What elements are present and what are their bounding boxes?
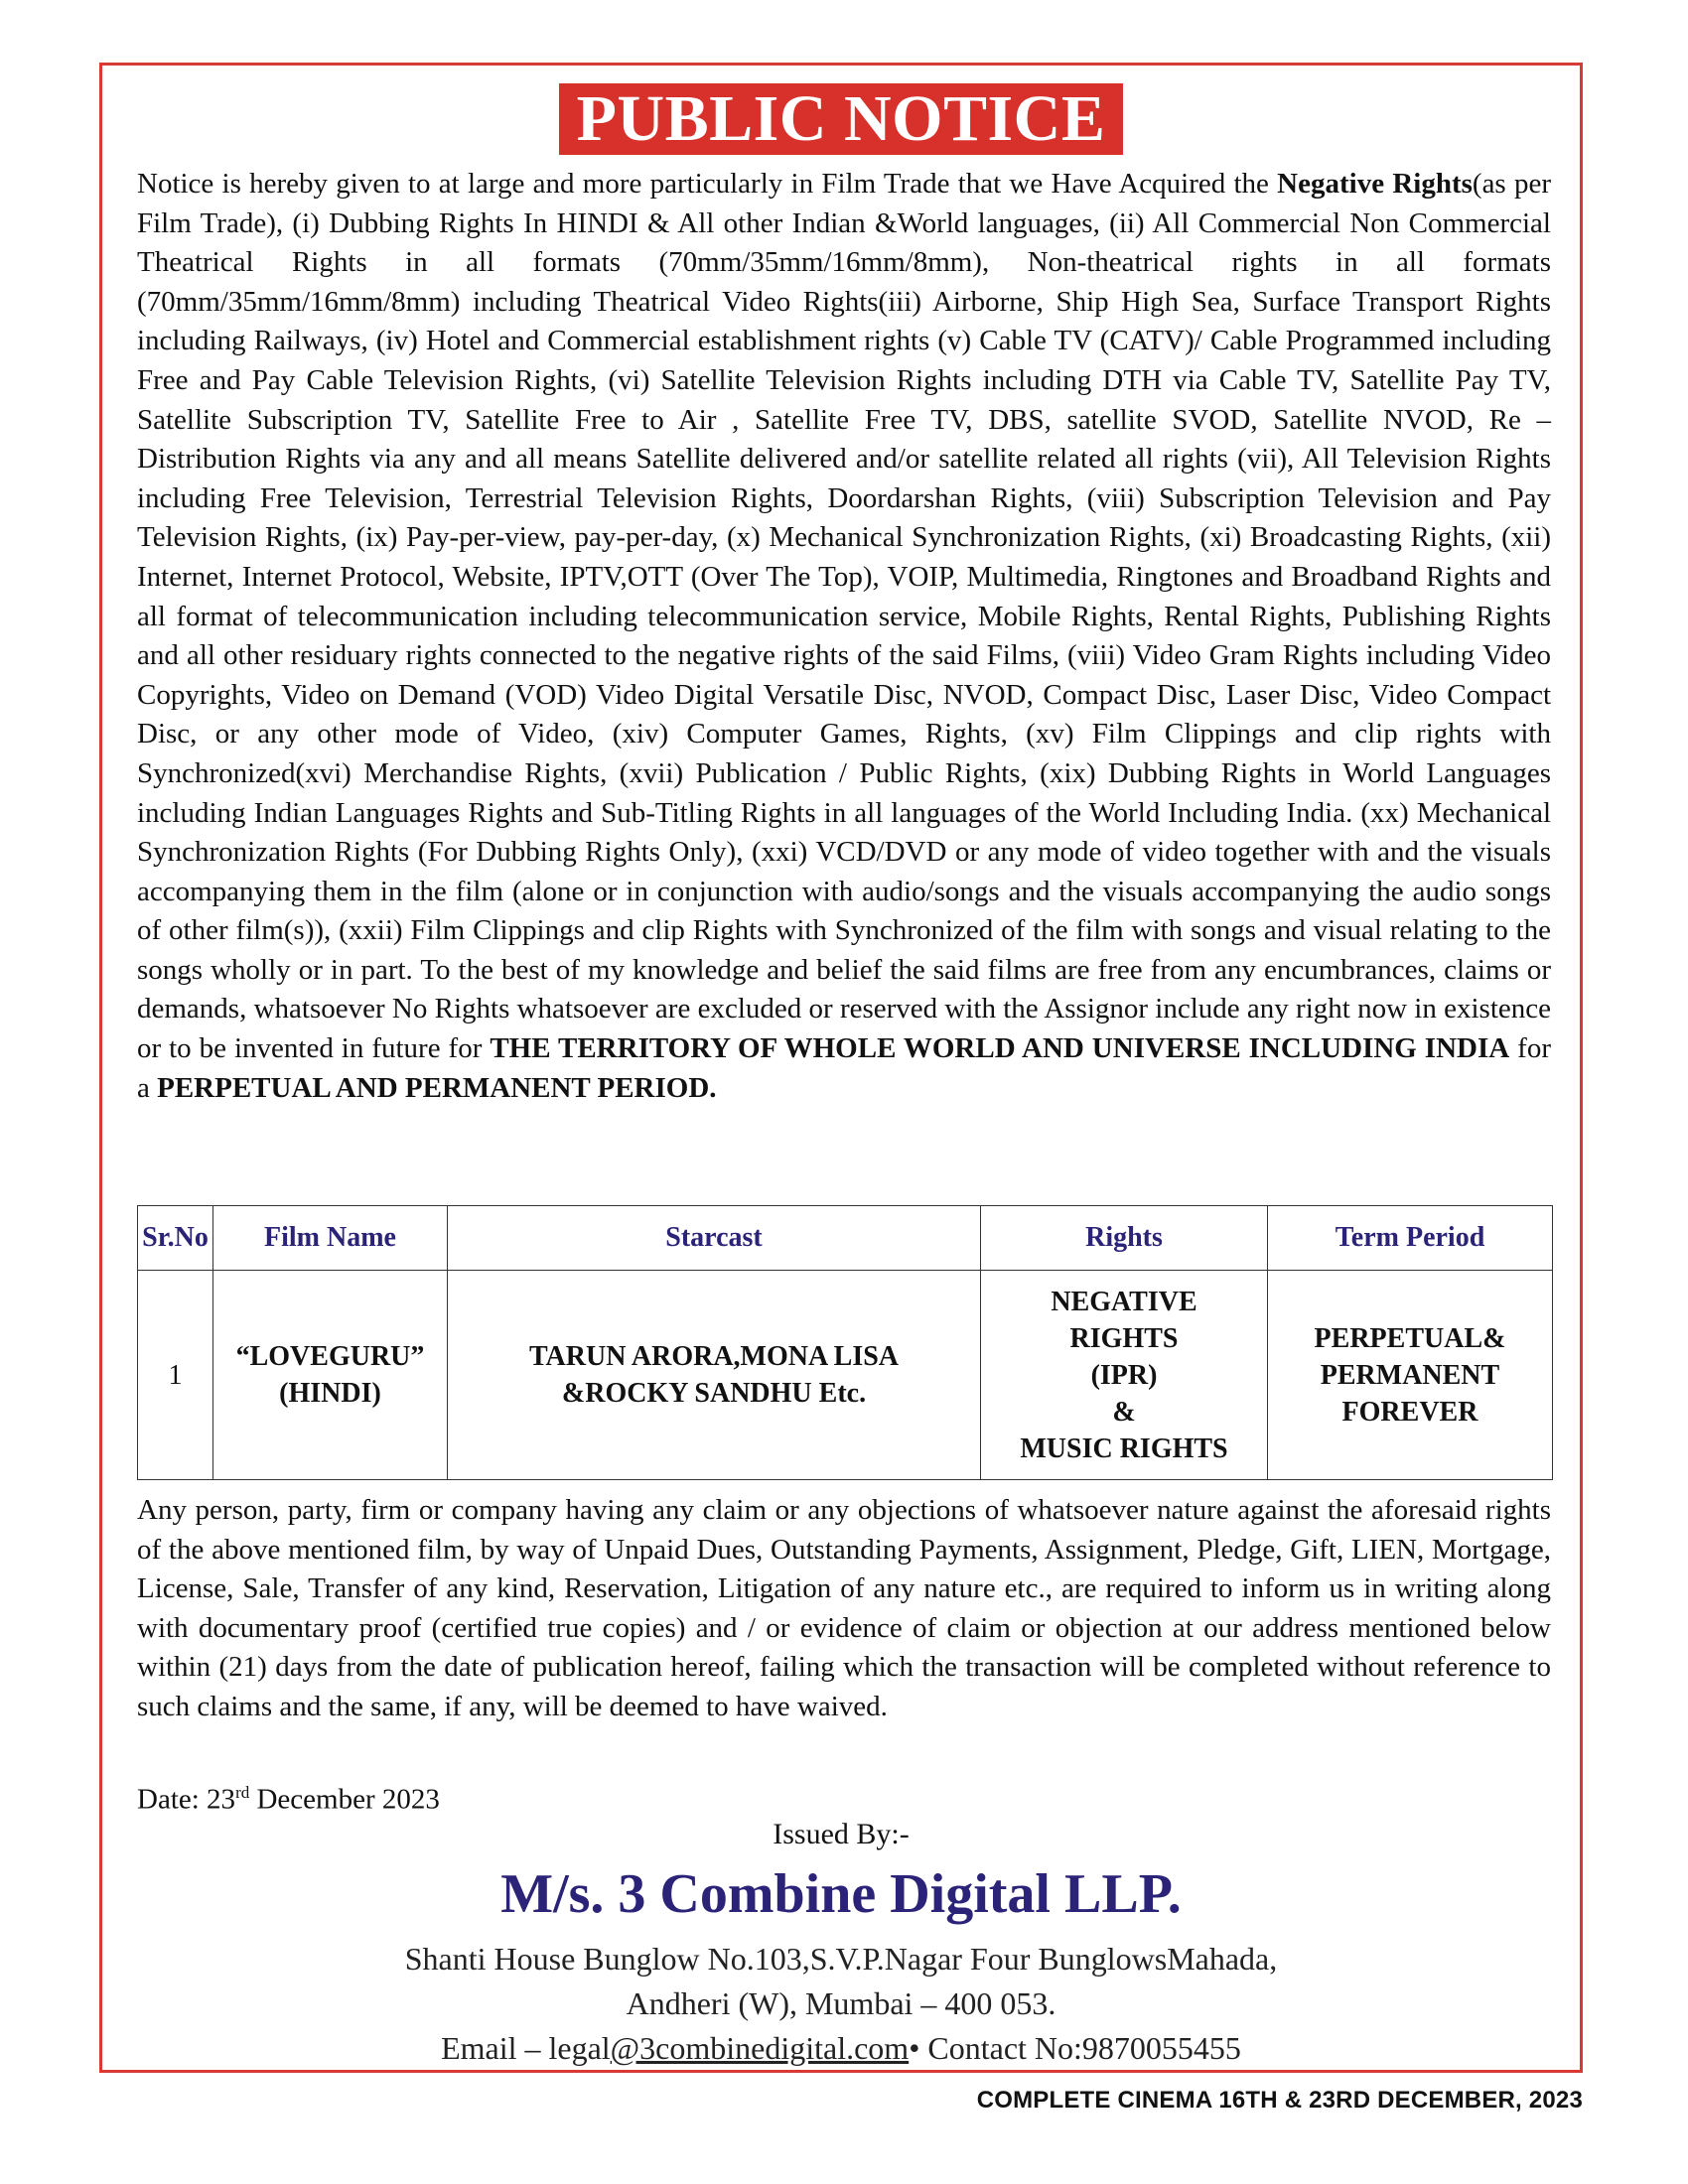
film-name-line: “LOVEGURU”: [235, 1341, 425, 1372]
rights-line-1: NEGATIVE: [1051, 1286, 1197, 1317]
films-table: [137, 1205, 1553, 1480]
film-language-line: (HINDI): [279, 1378, 381, 1409]
term-line-2: PERMANENT: [1320, 1359, 1500, 1391]
date-prefix: Date: 23: [137, 1783, 236, 1816]
contact-number: • Contact No:9870055455: [909, 2030, 1241, 2066]
rights-line-3: (IPR): [1090, 1359, 1158, 1391]
notice-title: PUBLIC NOTICE: [559, 83, 1124, 155]
date-ordinal: rd: [235, 1783, 250, 1802]
rights-line-4: &: [1112, 1396, 1136, 1428]
term-line-3: FOREVER: [1341, 1396, 1478, 1428]
body-segment: (as per Film Trade), (i) Dubbing Rights In HINDI & All other Indian &World languages, (ii) All Commercial Non Commercial Theatrical Rights in all formats (70mm/35mm/16mm/8mm), Non-theatrical rights in all formats (70mm/35mm/16mm/8mm) including Theatrical Video Rights(iii) Airborne, Ship High Sea, Surface Transport Rights including Railways, (iv) Hotel and Commercial establishment rights (v) Cable TV (CATV)/ Cable Programmed including Free and Pay Cable Television Rights, (vi) Satellite Television Rights including DTH via Cable TV, Satellite Pay TV, Satellite Subscription TV, Satellite Free to Air , Satellite Free TV, DBS, satellite SVOD, Satellite NVOD, Re – Distribution Rights via any and all means Satellite delivered and/or satellite related all rights (vii), All Television Rights including Free Television, Terrestrial Television Rights, Doordarshan Rights, (viii) Subscription Television and Pay Television Rights, (ix) Pay-per-view, pay-per-day, (x) Mechanical Synchronization Rights, (xi) Broadcasting Rights, (xii) Internet, Internet Protocol, Website, IPTV,OTT (Over The Top), VOIP, Multimedia, Ringtones and Broadband Rights and all format of telecommunication including telecommunication service, Mobile Rights, Rental Rights, Publishing Rights and all other residuary rights connected to the negative rights of the said Films, (viii) Video Gram Rights including Video Copyrights, Video on Demand (VOD) Video Digital Versatile Disc, NVOD, Compact Disc, Laser Disc, Video Compact Disc, or any other mode of Video, (xiv) Computer Games, Rights, (xv) Film Clippings and clip rights with Synchronized(xvi) Merchandise Rights, (xvii) Publication / Public Rights, (xix) Dubbing Rights in World Languages including Indian Languages Rights and Sub-Titling Rights in all languages of the World Including India. (xx) Mechanical Synchronization Rights (For Dubbing Rights Only), (xxi) VCD/DVD or any mode of video together with and the visuals accompanying them in the film (alone or in conjunction with audio/songs and the visuals accompanying the audio songs of other film(s)), (xxii) Film Clippings and clip Rights with Synchronized of the film with songs and visual relating to the songs wholly or in part. To the best of my knowledge and belief the said films are free from any encumbrances, claims or demands, whatsoever No Rights whatsoever are excluded or reserved with the Assignor include any right now in existence or to be invented in future for: [137, 168, 1552, 1065]
table-row: [138, 1271, 1553, 1480]
date-suffix: December 2023: [249, 1783, 440, 1816]
header-starcast: Starcast: [448, 1206, 981, 1271]
body-bold-segment: THE TERRITORY OF WHOLE WORLD AND UNIVERSE INCLUDING INDIA: [490, 1032, 1510, 1065]
body-bold-segment: PERPETUAL AND PERMANENT PERIOD.: [157, 1071, 717, 1104]
rights-line-2: RIGHTS: [1069, 1322, 1179, 1354]
cell-rights: [981, 1271, 1268, 1480]
issued-by: Issued By:-: [773, 1818, 910, 1850]
term-line-1: PERPETUAL&: [1314, 1322, 1506, 1354]
closing-paragraph: Any person, party, firm or company having any claim or any objections of whatsoever nature against the aforesaid rights of the above mentioned film, by way of Unpaid Dues, Outstanding Payments, Assignment, Pledge, Gift, LIEN, Mortgage, License, Sale, Transfer of any kind, Reservation, Litigation of any nature etc., are required to inform us in writing along with documentary proof (certified true copies) and / or evidence of claim or objection at our address mentioned below within (21) days from the date of publication hereof, failing which the transaction will be completed without reference to such claims and the same, if any, will be deemed to have waived.: [137, 1494, 1551, 1722]
header-rights: Rights: [981, 1206, 1268, 1271]
rights-line-5: MUSIC RIGHTS: [1020, 1433, 1228, 1464]
body-segment: Notice is hereby given to at large and more particularly in Film Trade that we Have Acquired the: [137, 168, 1278, 200]
body-segment: for a: [137, 1032, 1551, 1104]
address-line-1: Shanti House Bunglow No.103,S.V.P.Nagar Four BunglowsMahada,: [404, 1941, 1278, 1977]
body-bold-segment: Negative Rights: [1277, 168, 1473, 200]
email-prefix: Email – legal: [441, 2030, 611, 2066]
notice-body: [137, 165, 1551, 1108]
header-term-period: Term Period: [1268, 1206, 1553, 1271]
title-wrap: [102, 83, 1580, 155]
header-sr-no: Sr.No: [138, 1206, 213, 1271]
contact-line: [102, 2030, 1580, 2067]
company-name: M/s. 3 Combine Digital LLP.: [500, 1863, 1182, 1925]
notice-date: [137, 1783, 440, 1817]
cell-starcast: [448, 1271, 981, 1480]
starcast-line-1: TARUN ARORA,MONA LISA: [528, 1341, 900, 1372]
cell-term-period: [1268, 1271, 1553, 1480]
cell-sr-no: 1: [138, 1271, 213, 1480]
publication-footer: COMPLETE CINEMA 16TH & 23RD DECEMBER, 2023: [976, 2087, 1583, 2114]
email-link[interactable]: @3combinedigital.com: [610, 2030, 910, 2066]
table-header-row: [138, 1206, 1553, 1271]
header-film-name: Film Name: [213, 1206, 448, 1271]
address-line-2: Andheri (W), Mumbai – 400 053.: [626, 1985, 1056, 2021]
cell-film-name: [213, 1271, 448, 1480]
starcast-line-2: &ROCKY SANDHU Etc.: [561, 1378, 867, 1409]
notice-frame: [99, 63, 1583, 2073]
